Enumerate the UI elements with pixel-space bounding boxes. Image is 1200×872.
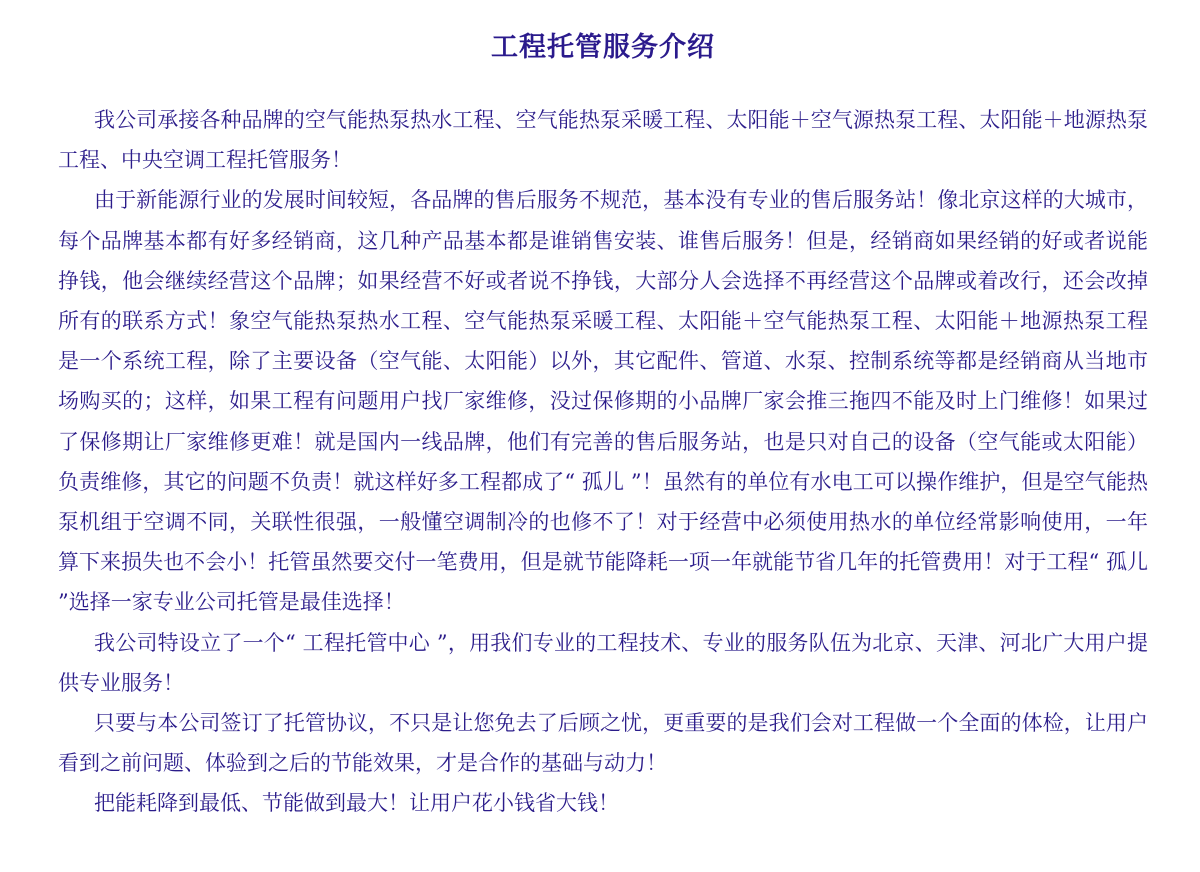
page-title: 工程托管服务介绍 xyxy=(491,32,715,63)
paragraph-services: 我公司承接各种品牌的空气能热泵热水工程、空气能热泵采暖工程、太阳能＋空气源热泵工程、太阳能＋地源热泵工程、中央空调工程托管服务！ xyxy=(58,108,1148,173)
paragraph-agreement: 只要与本公司签订了托管协议，不只是让您免去了后顾之忧，更重要的是我们会对工程做一个全面的体检，让用户看到之前问题、体验到之后的节能效果，才是合作的基础与动力！ xyxy=(58,711,1148,776)
paragraph-background: 由于新能源行业的发展时间较短，各品牌的售后服务不规范，基本没有专业的售后服务站！像北京这样的大城市，每个品牌基本都有好多经销商，这几种产品基本都是谁销售安装、谁售后服务！但是，经销商如果经销的好或者说能挣钱，他会继续经营这个品牌；如果经营不好或者说不挣钱，大部分人会选择不再经营这个品牌或着改行，还会改掉所有的联系方式！象空气能热泵热水工程、空气能热泵采暖工程、太阳能＋空气能热泵工程、太阳能＋地源热泵工程是一个系统工程，除了主要设备（空气能、太阳能）以外，其它配件、管道、水泵、控制系统等都是经销商从当地市场购买的；这样，如果工程有问题用户找厂家维修，没过保修期的小品牌厂家会推三拖四不能及时上门维修！如果过了保修期让厂家维修更难！就是国内一线品牌，他们有完善的售后服务站，也是只对自己的设备（空气能或太阳能）负责维修，其它的问题不负责！就这样好多工程都成了“ 孤儿 ”！虽然有的单位有水电工可以操作维护，但是空气能热泵机组于空调不同，关联性很强，一般懂空调制冷的也修不了！对于经营中必须使用热水的单位经常影响使用，一年算下来损失也不会小！托管虽然要交付一笔费用，但是就节能降耗一项一年就能节省几年的托管费用！对于工程“ 孤儿 ”选择一家专业公司托管是最佳选择！ xyxy=(58,188,1148,615)
paragraph-slogan: 把能耗降到最低、节能做到最大！让用户花小钱省大钱！ xyxy=(94,791,619,816)
document-page xyxy=(58,28,1148,824)
paragraph-center: 我公司特设立了一个“ 工程托管中心 ”，用我们专业的工程技术、专业的服务队伍为北京、天津、河北广大用户提供专业服务！ xyxy=(58,630,1148,695)
document-body xyxy=(58,100,1148,824)
